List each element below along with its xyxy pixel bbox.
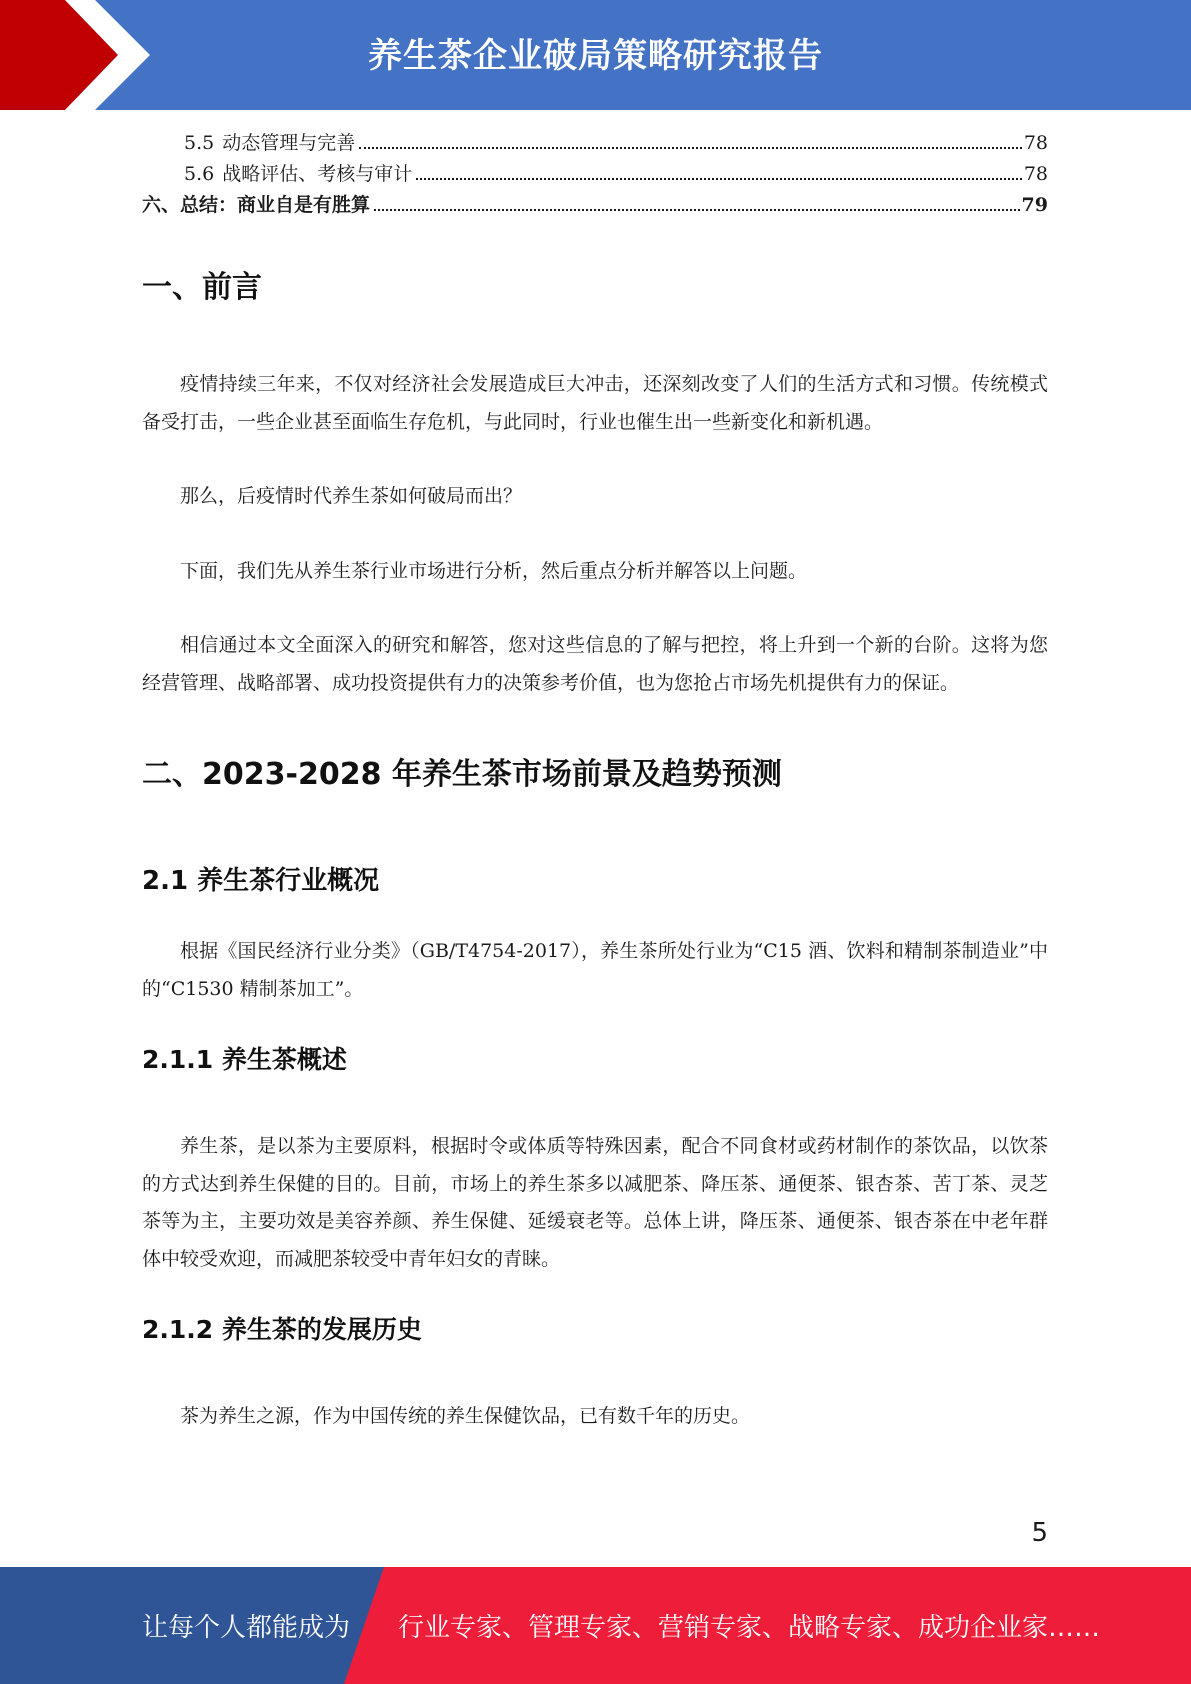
footer-slogan-right: 行业专家、管理专家、营销专家、战略专家、成功企业家……: [398, 1613, 1101, 1643]
paragraph: 养生茶，是以茶为主要原料，根据时令或体质等特殊因素，配合不同食材或药材制作的茶饮品，以饮茶的方式达到养生保健的目的。目前，市场上的养生茶多以减肥茶、降压茶、通便茶、银杏茶、苦丁茶、灵芝茶等为主，主要功效是美容养颜、养生保健、延缓衰老等。总体上讲，降压茶、通便茶、银杏茶在中老年群体中较受欢迎，而减肥茶较受中青年妇女的青睐。: [142, 1135, 1048, 1270]
page-number: 5: [1031, 1518, 1048, 1548]
toc-entry-number: 5.6: [184, 163, 215, 185]
paragraph: 那么，后疫情时代养生茶如何破局而出？: [180, 485, 523, 507]
paragraph: 相信通过本文全面深入的研究和解答，您对这些信息的了解与把控，将上升到一个新的台阶。这将为您经营管理、战略部署、成功投资提供有力的决策参考价值，也为您抢占市场先机提供有力的保证。: [142, 634, 1048, 694]
toc-entry[interactable]: [142, 190, 1048, 221]
page-header: [0, 0, 1191, 110]
paragraph: 疫情持续三年来，不仅对经济社会发展造成巨大冲击，还深刻改变了人们的生活方式和习惯。传统模式备受打击，一些企业甚至面临生存危机，与此同时，行业也催生出一些新变化和新机遇。: [142, 373, 1048, 433]
subsubsection-heading-2-1-2: 2.1.2 养生茶的发展历史: [142, 1315, 422, 1344]
toc-leader-dots: [416, 178, 1022, 180]
toc-leader-dots: [359, 147, 1022, 149]
section-heading-2: 二、2023-2028 年养生茶市场前景及趋势预测: [142, 757, 782, 792]
toc-entry[interactable]: [142, 159, 1048, 190]
toc-leader-dots: [374, 209, 1020, 211]
toc-entry-title: 动态管理与完善: [222, 132, 356, 154]
footer-slogan-left: 让每个人都能成为: [142, 1613, 351, 1643]
subsubsection-heading-2-1-1: 2.1.1 养生茶概述: [142, 1045, 347, 1074]
paragraph: 根据《国民经济行业分类》（GB/T4754-2017），养生茶所处行业为“C15 酒、饮料和精制茶制造业”中的“C1530 精制茶加工”。: [142, 940, 1048, 1000]
document-body: [142, 262, 1048, 1436]
table-of-contents: [142, 128, 1048, 221]
paragraph: 茶为养生之源，作为中国传统的养生保健饮品，已有数千年的历史。: [180, 1405, 751, 1427]
subsection-heading-2-1: 2.1 养生茶行业概况: [142, 866, 380, 896]
header-title: 养生茶企业破局策略研究报告: [368, 36, 823, 76]
section-heading-1: 一、前言: [142, 270, 262, 305]
toc-entry[interactable]: [142, 128, 1048, 159]
page-footer: [0, 1567, 1191, 1684]
toc-entry-page: 79: [1021, 194, 1048, 216]
toc-entry-number: 5.5: [184, 132, 215, 154]
paragraph: 下面，我们先从养生茶行业市场进行分析，然后重点分析并解答以上问题。: [180, 559, 808, 582]
toc-entry-title: 六、总结：商业自是有胜算: [142, 194, 371, 216]
toc-entry-page: 78: [1023, 163, 1048, 185]
toc-entry-title: 战略评估、考核与审计: [222, 163, 413, 185]
toc-entry-page: 78: [1023, 132, 1048, 154]
